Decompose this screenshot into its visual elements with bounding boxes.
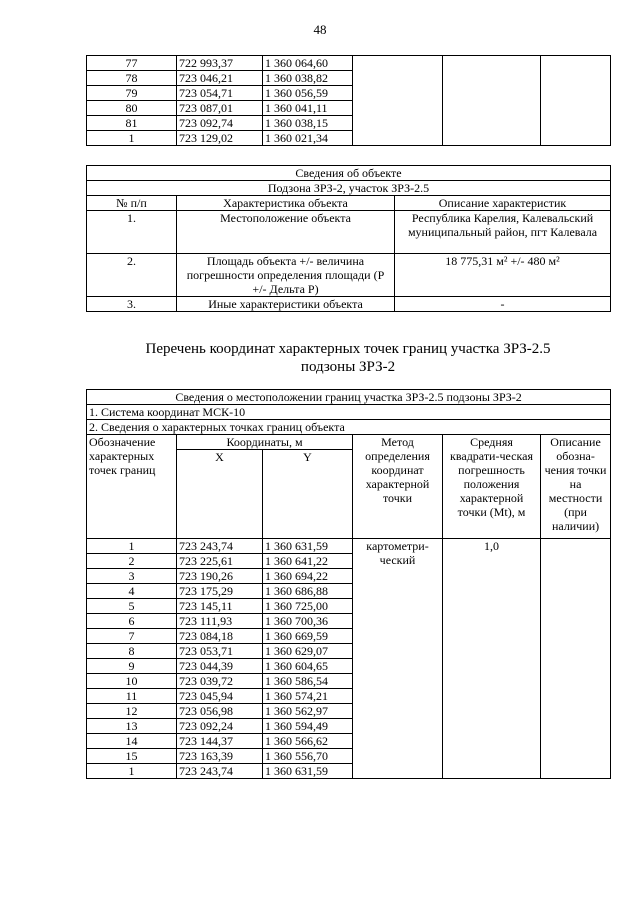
coord-y: 1 360 594,49: [263, 719, 353, 734]
coord-x: 723 243,74: [177, 764, 263, 779]
point-number: 11: [87, 689, 177, 704]
coord-y: 1 360 629,07: [263, 644, 353, 659]
description-cell: [541, 56, 611, 146]
header-accuracy: Средняя квадрати-ческая погрешность положения характерной точки (Mt), м: [443, 435, 541, 539]
coord-y: 1 360 038,15: [263, 116, 353, 131]
method-cell: [353, 56, 443, 146]
coord-x: 723 145,11: [177, 599, 263, 614]
coord-x: 723 111,93: [177, 614, 263, 629]
coord-y: 1 360 056,59: [263, 86, 353, 101]
coord-y: 1 360 038,82: [263, 71, 353, 86]
coords-title: Сведения о местоположении границ участка ЗРЗ-2.5 подзоны ЗРЗ-2: [87, 390, 611, 405]
coord-x: 723 054,71: [177, 86, 263, 101]
point-number: 15: [87, 749, 177, 764]
coord-y: 1 360 064,60: [263, 56, 353, 71]
header-point-description: Описание обозна-чения точки на местности (при наличии): [541, 435, 611, 539]
coord-y: 1 360 041,11: [263, 101, 353, 116]
row-characteristic: Площадь объекта +/- величина погрешности определения площади (Р +/- Дельта Р): [177, 254, 395, 297]
point-number: 78: [87, 71, 177, 86]
point-number: 80: [87, 101, 177, 116]
point-number: 2: [87, 554, 177, 569]
coord-x: 723 039,72: [177, 674, 263, 689]
row-characteristic: Местоположение объекта: [177, 211, 395, 254]
row-num: 2.: [87, 254, 177, 297]
coord-x: 723 053,71: [177, 644, 263, 659]
row-description: Республика Карелия, Калевальский муниципальный район, пгт Калевала: [395, 211, 611, 254]
coord-x: 723 084,18: [177, 629, 263, 644]
row-description: -: [395, 297, 611, 312]
coord-y: 1 360 566,62: [263, 734, 353, 749]
header-characteristic: Характеристика объекта: [177, 196, 395, 211]
coord-x: 722 993,37: [177, 56, 263, 71]
coord-x: 723 243,74: [177, 539, 263, 554]
coord-x: 723 163,39: [177, 749, 263, 764]
coord-x: 723 045,94: [177, 689, 263, 704]
coord-system: 1. Система координат МСК-10: [87, 405, 611, 420]
method-value: картометри-ческий: [353, 539, 443, 779]
accuracy-cell: [443, 56, 541, 146]
coord-y: 1 360 631,59: [263, 539, 353, 554]
row-description: 18 775,31 м² +/- 480 м²: [395, 254, 611, 297]
point-number: 5: [87, 599, 177, 614]
point-number: 1: [87, 131, 177, 146]
table-row: [87, 539, 611, 554]
point-number: 3: [87, 569, 177, 584]
point-number: 14: [87, 734, 177, 749]
boundary-coords-table: [86, 389, 611, 779]
coord-y: 1 360 686,88: [263, 584, 353, 599]
point-number: 8: [87, 644, 177, 659]
point-number: 4: [87, 584, 177, 599]
coord-y: 1 360 574,21: [263, 689, 353, 704]
header-description: Описание характеристик: [395, 196, 611, 211]
coord-x: 723 046,21: [177, 71, 263, 86]
header-x: X: [177, 450, 263, 539]
object-info-title: Сведения об объекте: [87, 166, 611, 181]
point-number: 1: [87, 539, 177, 554]
coord-x: 723 087,01: [177, 101, 263, 116]
coords-rows: [87, 539, 611, 779]
row-num: 3.: [87, 297, 177, 312]
point-number: 81: [87, 116, 177, 131]
table-row: [87, 56, 611, 71]
coord-y: 1 360 556,70: [263, 749, 353, 764]
coord-x: 723 175,29: [177, 584, 263, 599]
accuracy-value: 1,0: [443, 539, 541, 779]
coord-y: 1 360 631,59: [263, 764, 353, 779]
point-number: 12: [87, 704, 177, 719]
point-number: 1: [87, 764, 177, 779]
coord-x: 723 092,74: [177, 116, 263, 131]
point-description-value: [541, 539, 611, 779]
coords-list-heading: [86, 340, 610, 376]
point-number: 9: [87, 659, 177, 674]
continuation-coords-table: [86, 55, 611, 146]
heading-line-2: подзоны ЗРЗ-2: [300, 359, 396, 375]
coord-x: 723 190,26: [177, 569, 263, 584]
coord-y: 1 360 604,65: [263, 659, 353, 674]
header-num: № п/п: [87, 196, 177, 211]
points-section: 2. Сведения о характерных точках границ объекта: [87, 420, 611, 435]
object-info-subtitle: Подзона ЗРЗ-2, участок ЗРЗ-2.5: [87, 181, 611, 196]
point-number: 77: [87, 56, 177, 71]
coord-x: 723 225,61: [177, 554, 263, 569]
coord-x: 723 044,39: [177, 659, 263, 674]
coord-y: 1 360 586,54: [263, 674, 353, 689]
point-number: 13: [87, 719, 177, 734]
header-designation: Обозначение характерных точек границ: [87, 435, 177, 539]
header-method: Метод определения координат характерной точки: [353, 435, 443, 539]
point-number: 10: [87, 674, 177, 689]
continuation-rows: [87, 56, 611, 146]
coord-y: 1 360 021,34: [263, 131, 353, 146]
point-number: 79: [87, 86, 177, 101]
point-number: 6: [87, 614, 177, 629]
coord-y: 1 360 725,00: [263, 599, 353, 614]
coord-x: 723 092,24: [177, 719, 263, 734]
row-characteristic: Иные характеристики объекта: [177, 297, 395, 312]
coord-x: 723 129,02: [177, 131, 263, 146]
coord-y: 1 360 641,22: [263, 554, 353, 569]
page-number: 48: [313, 22, 327, 37]
coord-y: 1 360 562,97: [263, 704, 353, 719]
coord-x: 723 144,37: [177, 734, 263, 749]
coord-y: 1 360 700,36: [263, 614, 353, 629]
coord-x: 723 056,98: [177, 704, 263, 719]
coord-y: 1 360 694,22: [263, 569, 353, 584]
object-info-table: [86, 165, 611, 312]
point-number: 7: [87, 629, 177, 644]
header-coordinates: Координаты, м: [177, 435, 353, 450]
coord-y: 1 360 669,59: [263, 629, 353, 644]
header-y: Y: [263, 450, 353, 539]
heading-line-1: Перечень координат характерных точек границ участка ЗРЗ-2.5: [145, 341, 551, 357]
row-num: 1.: [87, 211, 177, 254]
